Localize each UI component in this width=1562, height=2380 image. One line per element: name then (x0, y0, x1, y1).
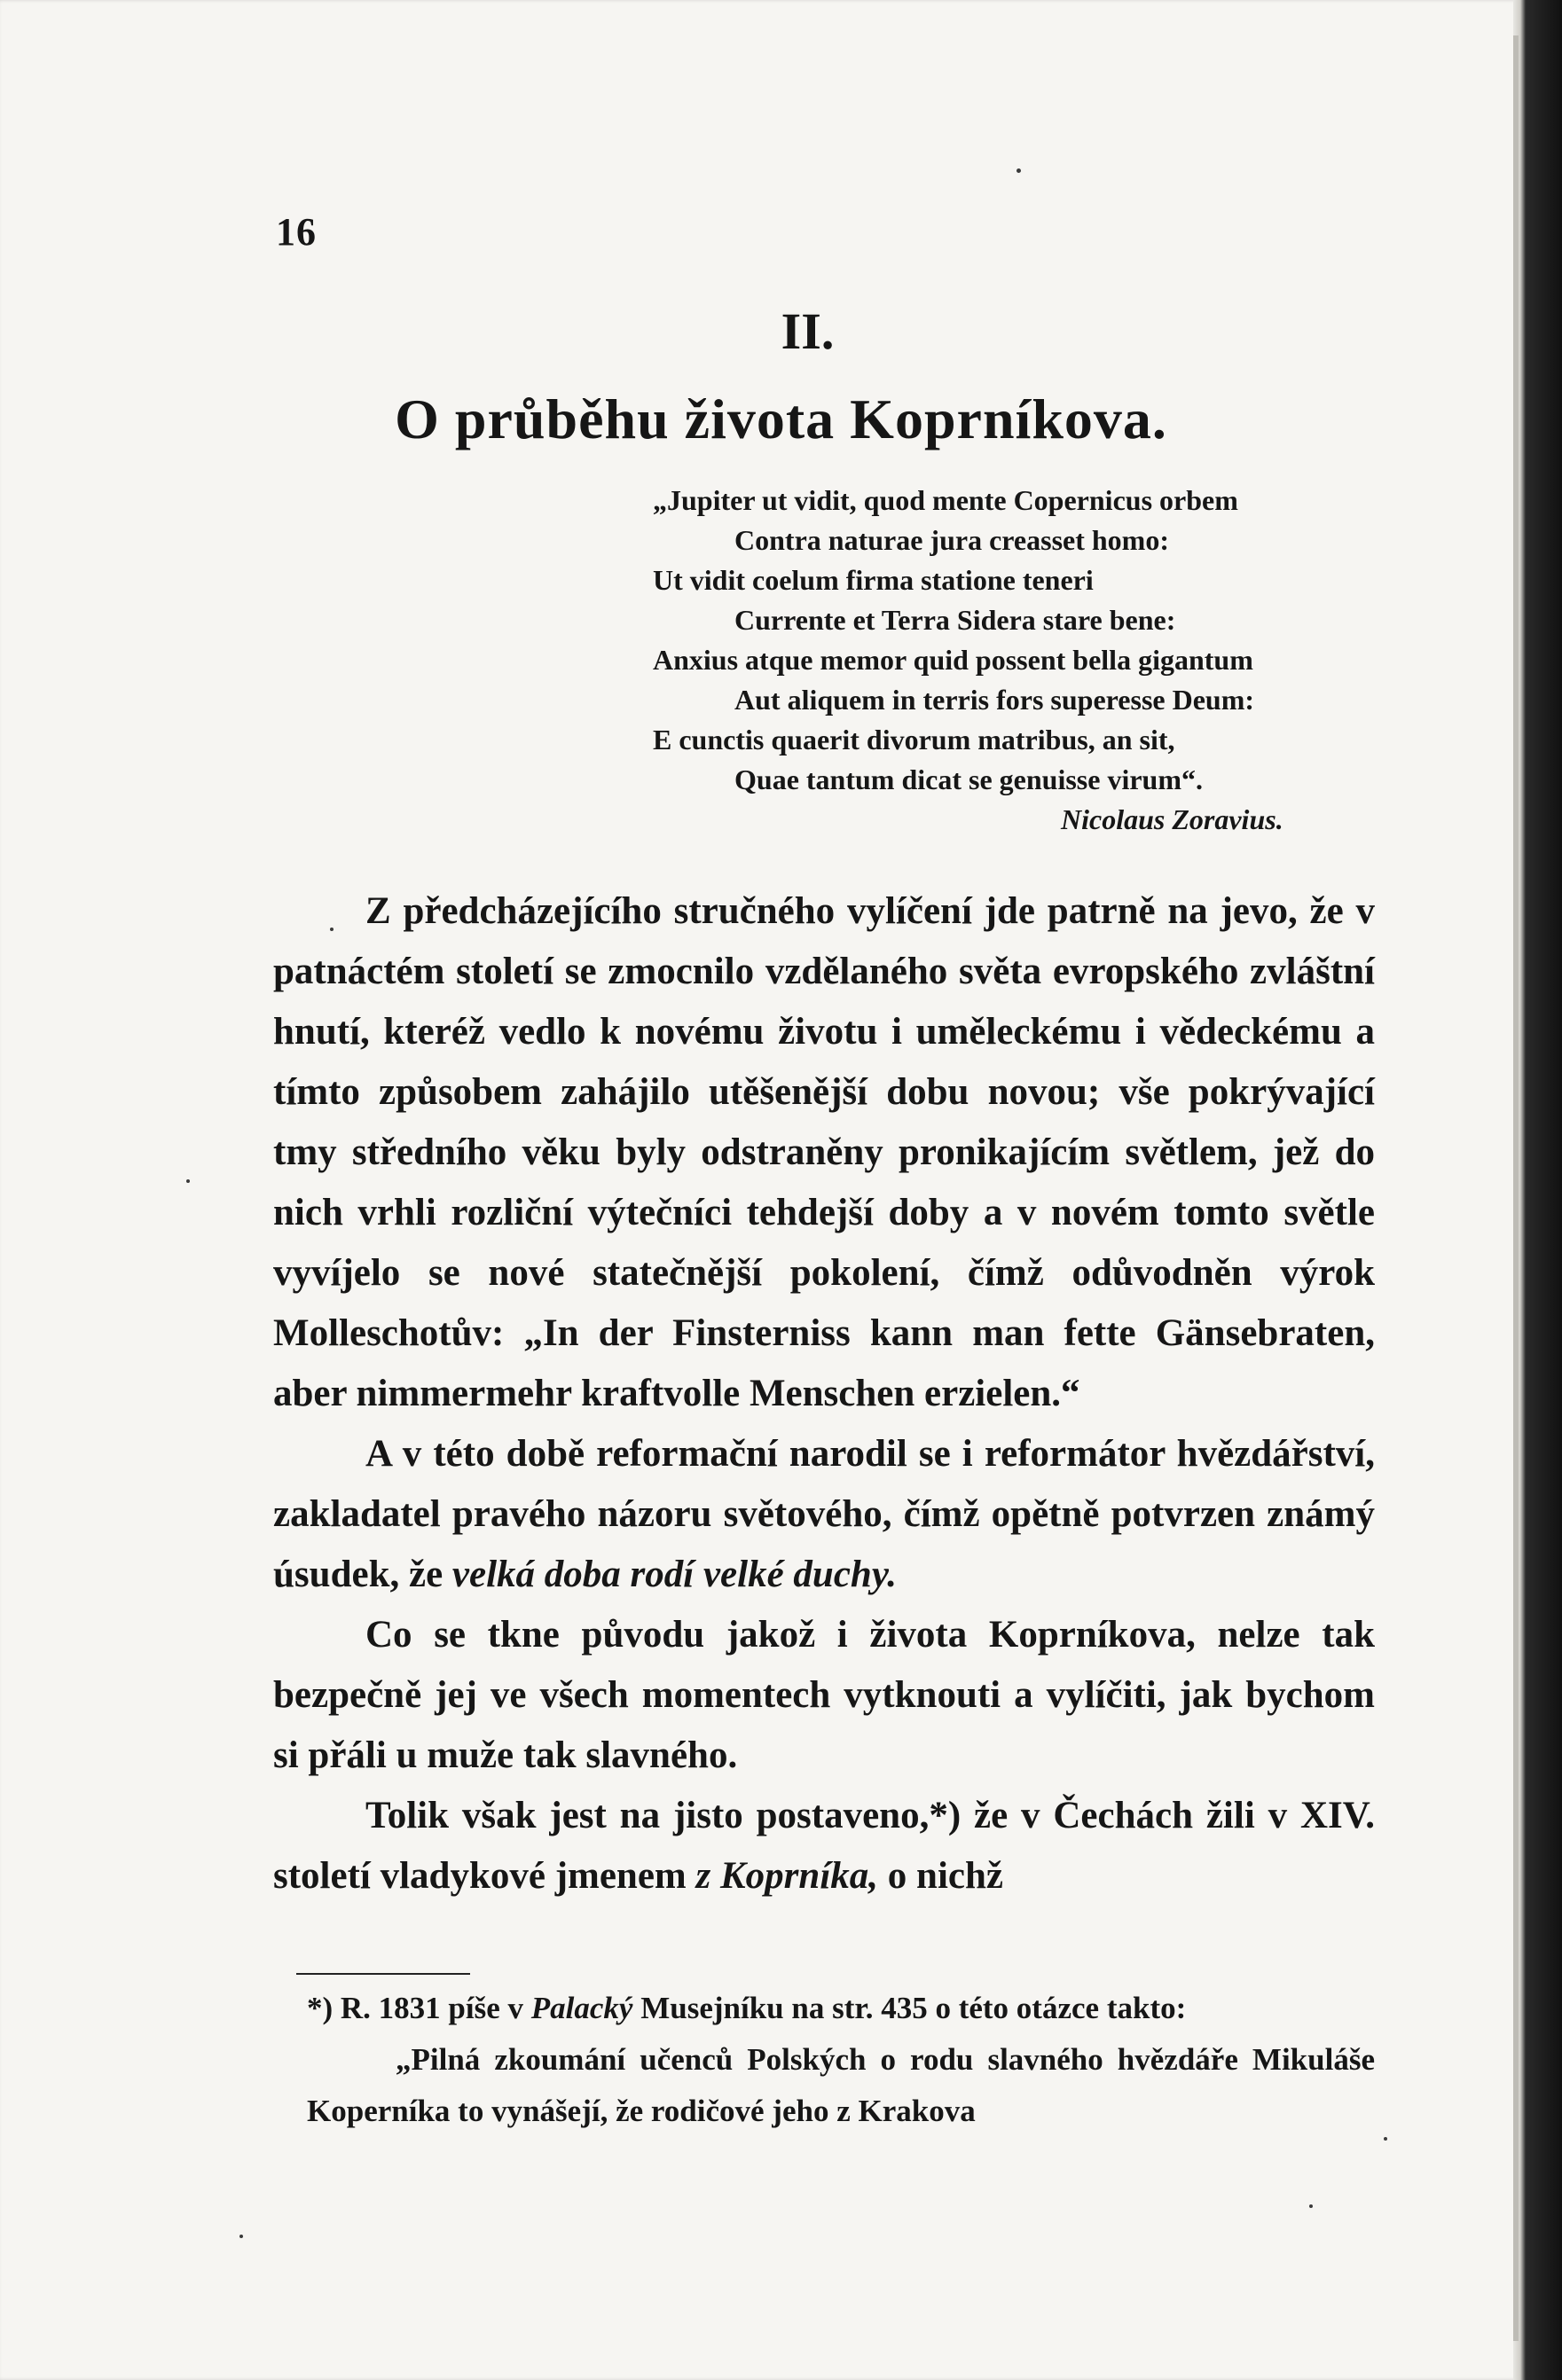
paper-speck (330, 928, 334, 931)
poem-line: Anxius atque memor quid possent bella gigantum (653, 644, 1253, 676)
paper-speck (1016, 168, 1021, 173)
footnote-italic: Palacký (530, 1991, 633, 2025)
poem-line: Currente et Terra Sidera stare bene: (734, 604, 1176, 636)
paragraph-2-italic: velká doba rodí velké duchy. (451, 1554, 898, 1595)
paragraph-4 (273, 1786, 1375, 1906)
footnote-text-end: Musejníku na str. 435 o této otázce takto: (640, 1991, 1187, 2025)
paragraph-4-end: o nichž (887, 1855, 1003, 1897)
body-text (273, 881, 1375, 1906)
paper-speck (186, 1179, 190, 1183)
poem-line: „Jupiter ut vidit, quod mente Copernicus orbem (653, 484, 1238, 516)
paragraph-2 (273, 1424, 1375, 1605)
paragraph-2-text: A v této době reformační narodil se i reformátor hvězdářství, zakladatel pravého názoru světového, čímž opětně potvrzen známý úsudek, že (273, 1433, 1375, 1595)
paragraph-4-italic: z Koprníka, (695, 1855, 879, 1897)
poem-line: Aut aliquem in terris fors superesse Deum: (734, 684, 1255, 716)
paper-speck (1309, 2204, 1313, 2208)
chapter-title: O průběhu života Koprníkova. (395, 388, 1167, 450)
footnote (307, 1983, 1375, 2137)
chapter-number: II. (781, 302, 835, 360)
poem-line: Quae tantum dicat se genuisse virum“. (734, 763, 1203, 795)
footnote-continuation: „Pilná zkoumání učenců Polských o rodu slavného hvězdáře Mikuláše Koperníka to vynášejí, že rodičové jeho z Krakova (307, 2042, 1375, 2128)
footnote-marker: *) (307, 1991, 334, 2025)
poem-line: E cunctis quaerit divorum matribus, an sit, (653, 724, 1175, 755)
footnote-first-line (307, 1983, 1375, 2034)
epigraph-author: Nicolaus Zoravius. (1061, 803, 1283, 835)
paragraph-3: Co se tkne původu jakož i života Koprníkova, nelze tak bezpečně jej ve všech momentech vytknouti a vylíčiti, jak bychom si přáli u muže tak slavného. (273, 1614, 1375, 1776)
paragraph-1: Z předcházejícího stručného vylíčení jde patrně na jevo, že v patnáctém století se zmocnilo vzdělaného světa evropského zvláštní hnutí, kteréž vedlo k novému životu i uměleckému i vědeckému a tímto způsobem zahájilo utěšenější dobu novou; vše pokrývající tmy středního věku byly odstraněny pronikajícím světlem, jež do nich vrhli rozliční výtečníci tehdejší doby a v novém tomto světle vyvíjelo se nové statečnější pokolení, čímž odůvodněn výrok Molleschotův: „In der Finsterniss kann man fette Gänsebraten, aber nimmermehr kraftvolle Menschen erzielen.“ (273, 890, 1375, 1414)
poem-line: Ut vidit coelum firma statione teneri (653, 564, 1094, 596)
paper-speck (239, 2235, 243, 2238)
footnote-rule (296, 1973, 470, 1975)
epigraph-poem (653, 481, 1389, 840)
paragraph-4-text: Tolik však jest na jisto postaveno,*) že v Čechách žili v XIV. století vladykové jmenem (273, 1795, 1375, 1897)
poem-line: Contra naturae jura creasset homo: (734, 524, 1169, 556)
page-number: 16 (276, 210, 317, 254)
paper-speck (1384, 2137, 1387, 2141)
footnote-text: R. 1831 píše v (340, 1991, 524, 2025)
